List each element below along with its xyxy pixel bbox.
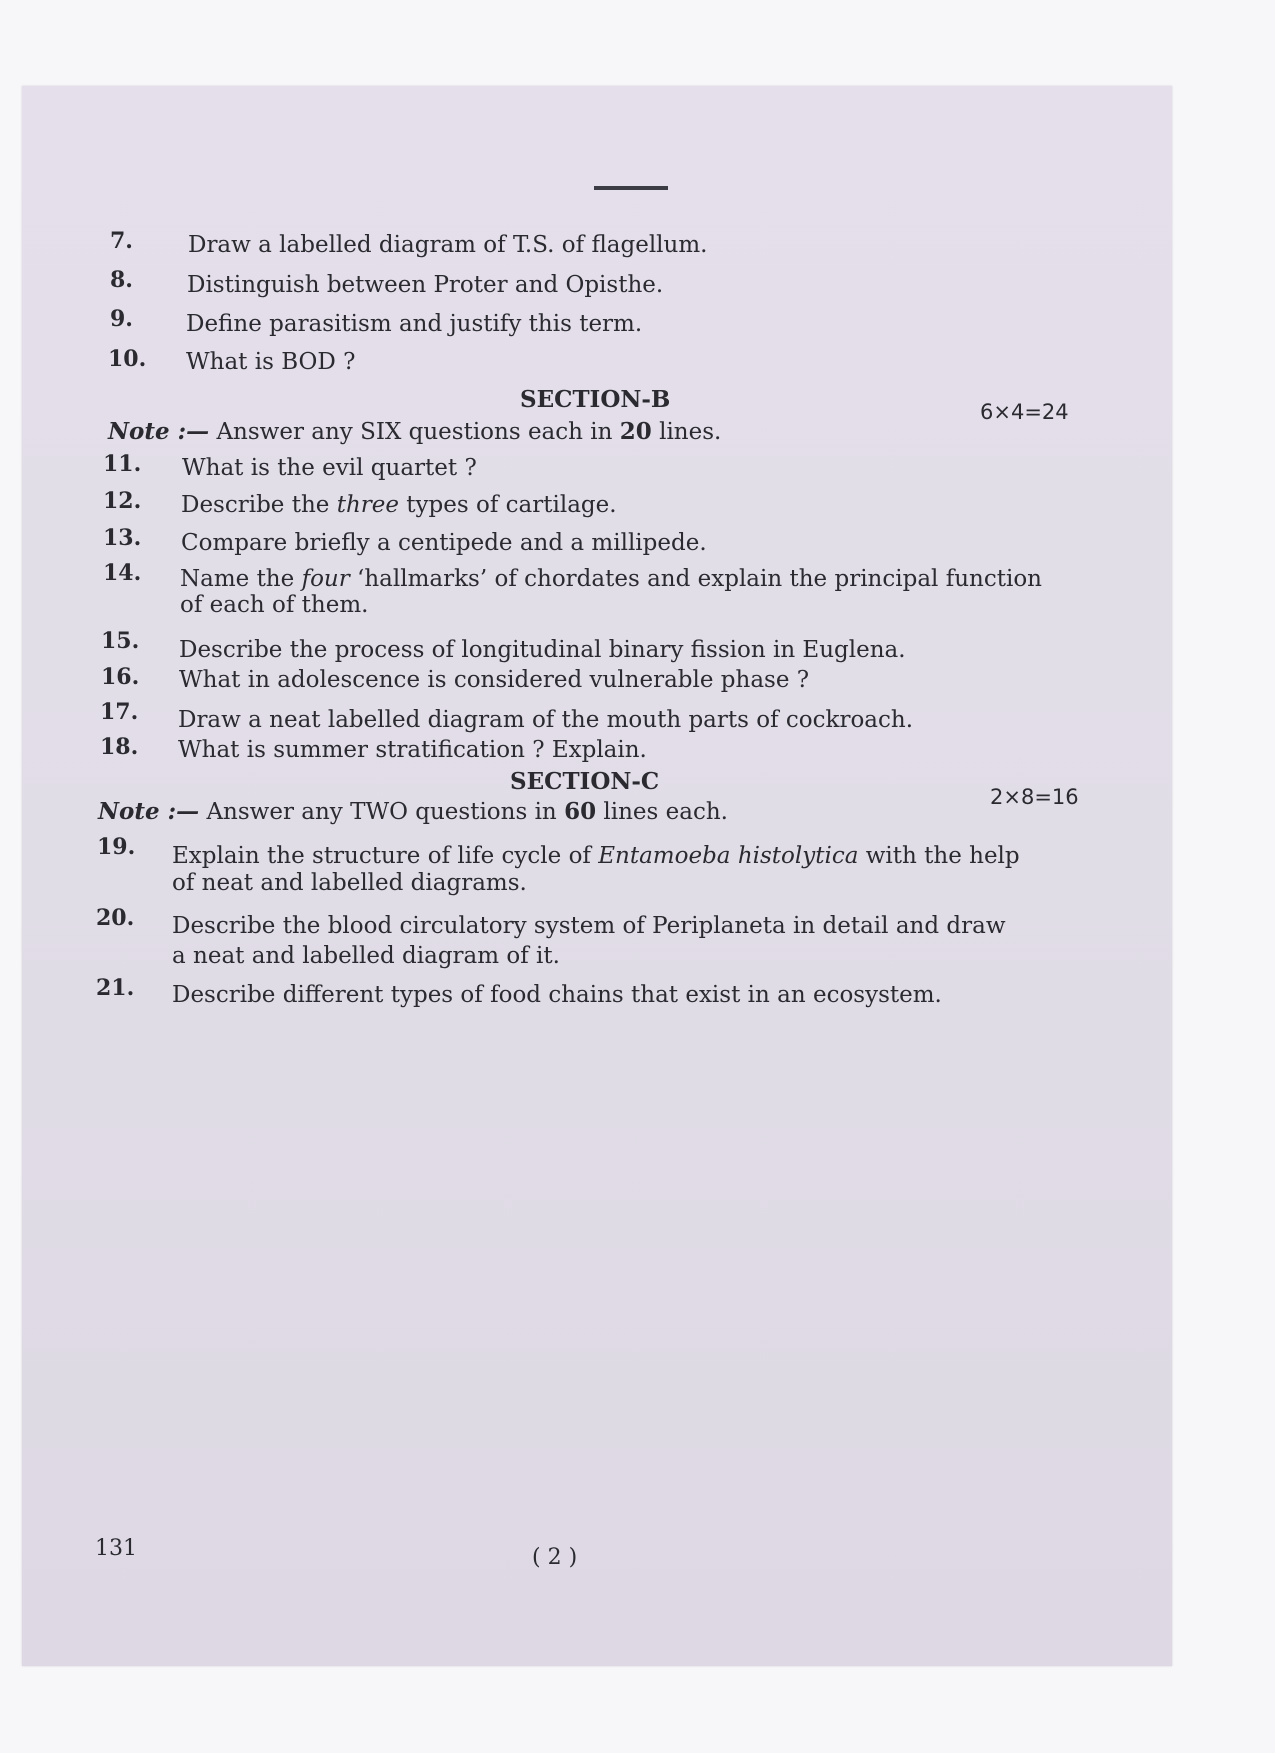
question-number: 12. xyxy=(103,488,142,514)
q19-text: Explain the structure of life cycle of xyxy=(172,843,599,869)
note-text-end: lines. xyxy=(651,419,722,445)
section-c-marks: 2×8=16 xyxy=(990,785,1079,809)
paper-code: 131 xyxy=(95,1536,137,1561)
question-text-continued: of each of them. xyxy=(180,592,369,618)
q12-emphasis: three xyxy=(336,492,399,518)
q14-emphasis: four xyxy=(301,566,350,592)
question-text: Describe the blood circulatory system of Periplaneta in detail and draw xyxy=(172,913,1006,939)
question-text: Distinguish between Proter and Opisthe. xyxy=(187,272,664,298)
question-text xyxy=(172,843,1020,869)
note-lines: 20 xyxy=(619,418,652,445)
page-number: ( 2 ) xyxy=(532,1545,578,1570)
q19-emphasis: Entamoeba histolytica xyxy=(598,843,859,869)
section-b-heading: SECTION-B xyxy=(520,386,671,413)
question-text: Draw a labelled diagram of T.S. of flagellum. xyxy=(188,232,708,258)
question-number: 13. xyxy=(103,525,142,551)
note-text: Answer any TWO questions in xyxy=(206,799,565,825)
section-c-note xyxy=(98,798,728,825)
question-number: 19. xyxy=(97,834,136,860)
question-text-continued: of neat and labelled diagrams. xyxy=(172,870,527,896)
question-text-continued: a neat and labelled diagram of it. xyxy=(172,943,560,969)
section-b-note xyxy=(108,418,721,445)
note-lines: 60 xyxy=(564,798,597,825)
question-text: What is BOD ? xyxy=(186,349,356,375)
question-number: 17. xyxy=(100,699,139,725)
question-number: 16. xyxy=(101,664,140,690)
question-number: 8. xyxy=(110,267,133,293)
q12-text-end: types of cartilage. xyxy=(399,492,617,518)
q12-text: Describe the xyxy=(181,492,337,518)
question-text: Compare briefly a centipede and a millipede. xyxy=(181,530,707,556)
question-number: 15. xyxy=(101,628,140,654)
question-text: Describe the process of longitudinal binary fission in Euglena. xyxy=(179,637,906,663)
note-text-end: lines each. xyxy=(596,799,728,825)
question-number: 18. xyxy=(100,734,139,760)
question-text: What is the evil quartet ? xyxy=(182,455,477,481)
question-text: Describe different types of food chains that exist in an ecosystem. xyxy=(172,982,942,1008)
section-b-marks: 6×4=24 xyxy=(980,400,1069,424)
top-rule xyxy=(594,186,668,190)
note-text: Answer any SIX questions each in xyxy=(216,419,620,445)
note-label: Note :— xyxy=(108,418,210,445)
question-number: 14. xyxy=(103,560,142,586)
question-text: What is summer stratification ? Explain. xyxy=(178,737,647,763)
question-text: Draw a neat labelled diagram of the mouth parts of cockroach. xyxy=(178,707,914,733)
question-text: Define parasitism and justify this term. xyxy=(186,311,643,337)
note-label: Note :— xyxy=(98,798,200,825)
section-c-heading: SECTION-C xyxy=(510,768,660,795)
question-number: 10. xyxy=(108,346,147,372)
q14-text: Name the xyxy=(180,566,302,592)
question-text: What in adolescence is considered vulnerable phase ? xyxy=(179,667,810,693)
question-text xyxy=(181,492,617,518)
q14-text-end: ‘hallmarks’ of chordates and explain the principal function xyxy=(349,566,1042,592)
question-number: 11. xyxy=(103,451,142,477)
question-number: 9. xyxy=(110,306,133,332)
question-number: 21. xyxy=(96,975,135,1001)
question-text xyxy=(180,566,1042,592)
question-number: 20. xyxy=(96,905,135,931)
question-number: 7. xyxy=(110,228,133,254)
q19-text-end: with the help xyxy=(858,843,1020,869)
